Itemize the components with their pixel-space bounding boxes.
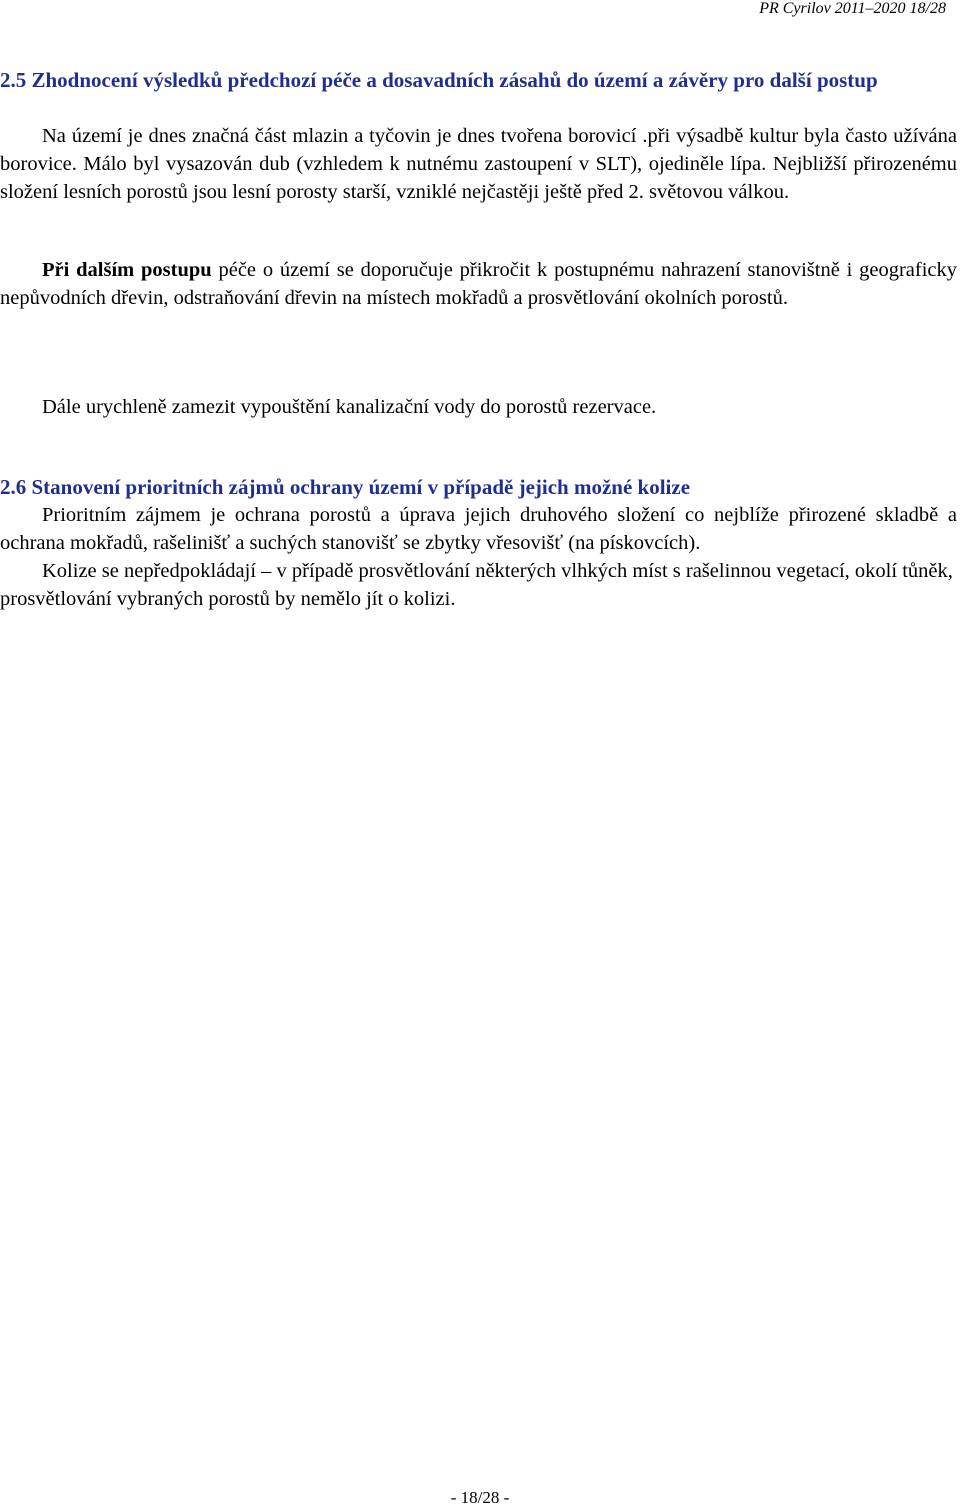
section-2-5-heading: 2.5 Zhodnocení výsledků předchozí péče a dosavadních zásahů do území a závěry pro další postup bbox=[0, 68, 878, 92]
paragraph-text: péče o území se doporučuje přikročit k postupnému nahrazení stanovištně i geograficky nepůvodních dřevin, odstraňování dřevin na místech mokřadů a prosvětlování okolních porostů. bbox=[0, 259, 957, 309]
section-2-5-paragraph-2 bbox=[0, 256, 957, 312]
page-number: - 18/28 - bbox=[450, 1488, 510, 1507]
section-2-6-paragraph-1 bbox=[0, 501, 957, 557]
page-footer bbox=[0, 1488, 960, 1508]
paragraph-text: Kolize se nepředpokládají – v případě prosvětlování některých vlhkých míst s rašelinnou vegetací, okolí tůněk, prosvětlování vybraných porostů by nemělo jít o kolizi. bbox=[0, 560, 953, 610]
paragraph-text: Dále urychleně zamezit vypouštění kanalizační vody do porostů rezervace. bbox=[42, 396, 657, 418]
section-2-6-heading: 2.6 Stanovení prioritních zájmů ochrany území v případě jejich možné kolize bbox=[0, 475, 691, 499]
paragraph-text: Na území je dnes značná část mlazin a tyčovin je dnes tvořena borovicí .při výsadbě kultur byla často užívána borovice. Málo byl vysazován dub (vzhledem k nutnému zastoupení v SLT), ojediněle lípa. Nejbližší přirozenému složení lesních porostů jsou lesní porosty starší, vzniklé nejčastěji ještě před 2. světovou válkou. bbox=[0, 125, 957, 203]
paragraph-lead-bold: Při dalším postupu bbox=[42, 259, 212, 281]
section-2-5-paragraph-3 bbox=[0, 393, 957, 421]
section-2-5-paragraph-1 bbox=[0, 122, 957, 206]
running-header: PR Cyrilov 2011–2020 18/28 bbox=[759, 0, 946, 17]
paragraph-text: Prioritním zájmem je ochrana porostů a úprava jejich druhového složení co nejblíže přirozené skladbě a ochrana mokřadů, rašelinišť a suchých stanovišť se zbytky vřesovišť (na pískovcích). bbox=[0, 504, 957, 554]
section-2-6-paragraph-2 bbox=[0, 557, 957, 613]
